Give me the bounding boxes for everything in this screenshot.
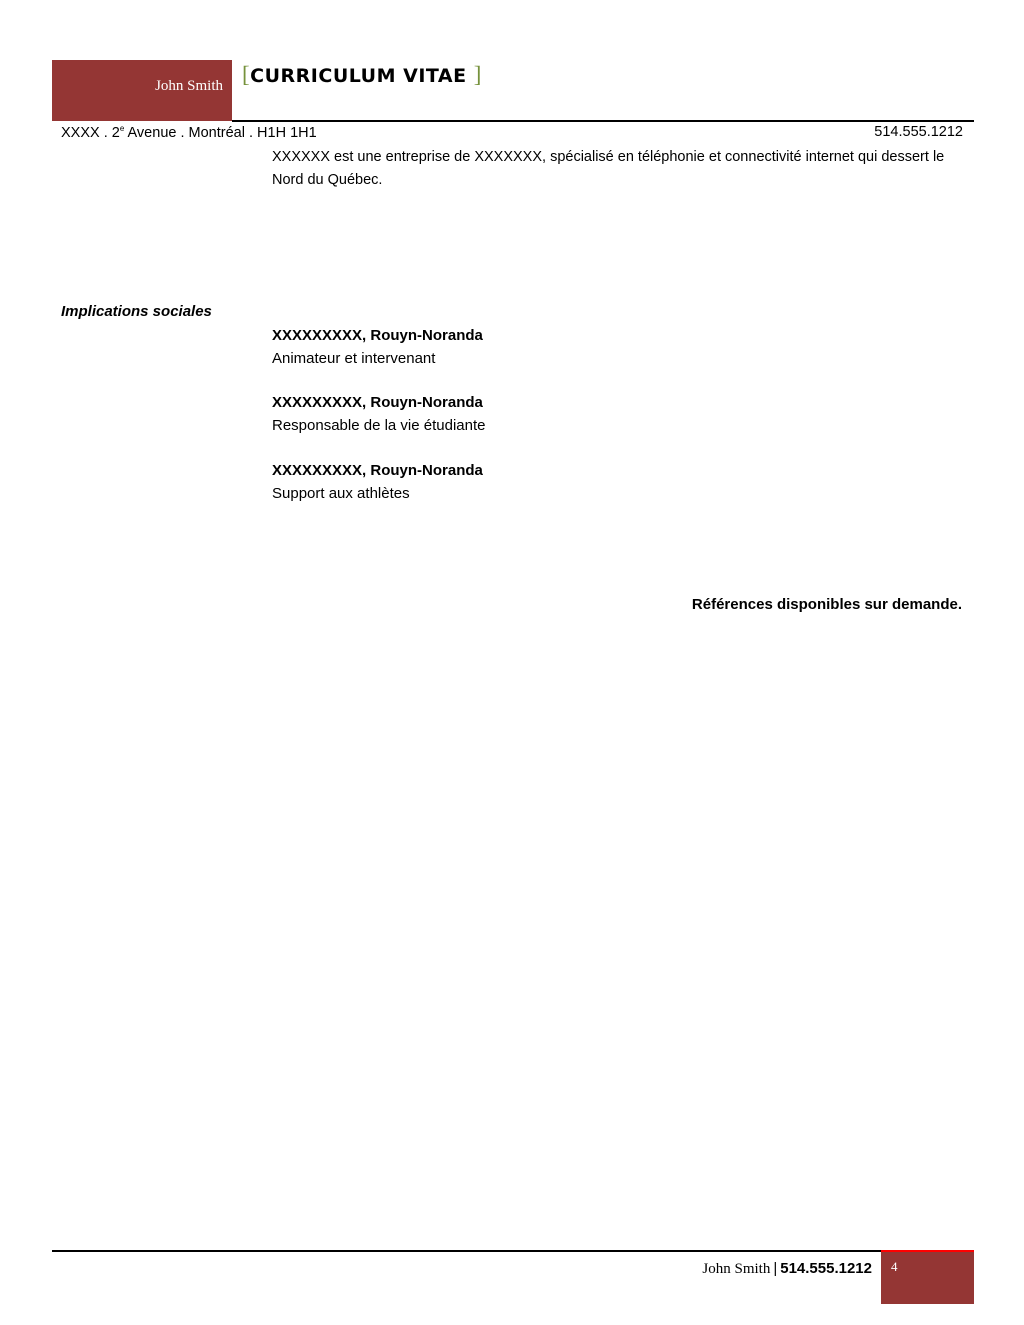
social-entry-role: Responsable de la vie étudiante: [272, 416, 486, 434]
document-title: [242, 62, 482, 88]
footer-divider: [52, 1250, 882, 1252]
address-pre: XXXX . 2: [61, 124, 120, 141]
footer-contact: [702, 1260, 872, 1278]
section-label-social: Implications sociales: [61, 303, 212, 320]
references-note: Références disponibles sur demande.: [691, 596, 962, 613]
social-entry-org: XXXXXXXXX, Rouyn-Noranda: [272, 394, 483, 411]
social-entry-role: Support aux athlètes: [272, 484, 410, 502]
address-sup: e: [119, 124, 125, 133]
social-entry: [272, 460, 483, 505]
header-phone: 514.555.1212: [874, 124, 963, 140]
social-entry-role: Animateur et intervenant: [272, 349, 436, 367]
header-divider: [232, 120, 974, 122]
footer-phone: 514.555.1212: [780, 1260, 872, 1277]
social-entry: [272, 392, 486, 437]
company-description: XXXXXX est une entreprise de XXXXXXX, spécialisé en téléphonie et connectivité internet qui dessert le Nord du Québec.: [272, 149, 945, 188]
title-text: CURRICULUM VITAE: [250, 65, 467, 87]
footer-name: John Smith: [702, 1261, 771, 1277]
page-number: 4: [891, 1259, 898, 1274]
address: [61, 124, 317, 141]
header-name: John Smith: [155, 78, 223, 94]
title-bracket-close: ]: [473, 62, 482, 87]
social-entry-org: XXXXXXXXX, Rouyn-Noranda: [272, 327, 483, 344]
social-entry-org: XXXXXXXXX, Rouyn-Noranda: [272, 462, 483, 479]
footer-page-box: [881, 1250, 974, 1304]
title-bracket-open: [: [242, 62, 251, 87]
social-entry: [272, 325, 483, 370]
address-post: Avenue . Montréal . H1H 1H1: [124, 124, 317, 141]
header-name-box: [52, 60, 232, 121]
footer-separator: |: [773, 1260, 778, 1277]
